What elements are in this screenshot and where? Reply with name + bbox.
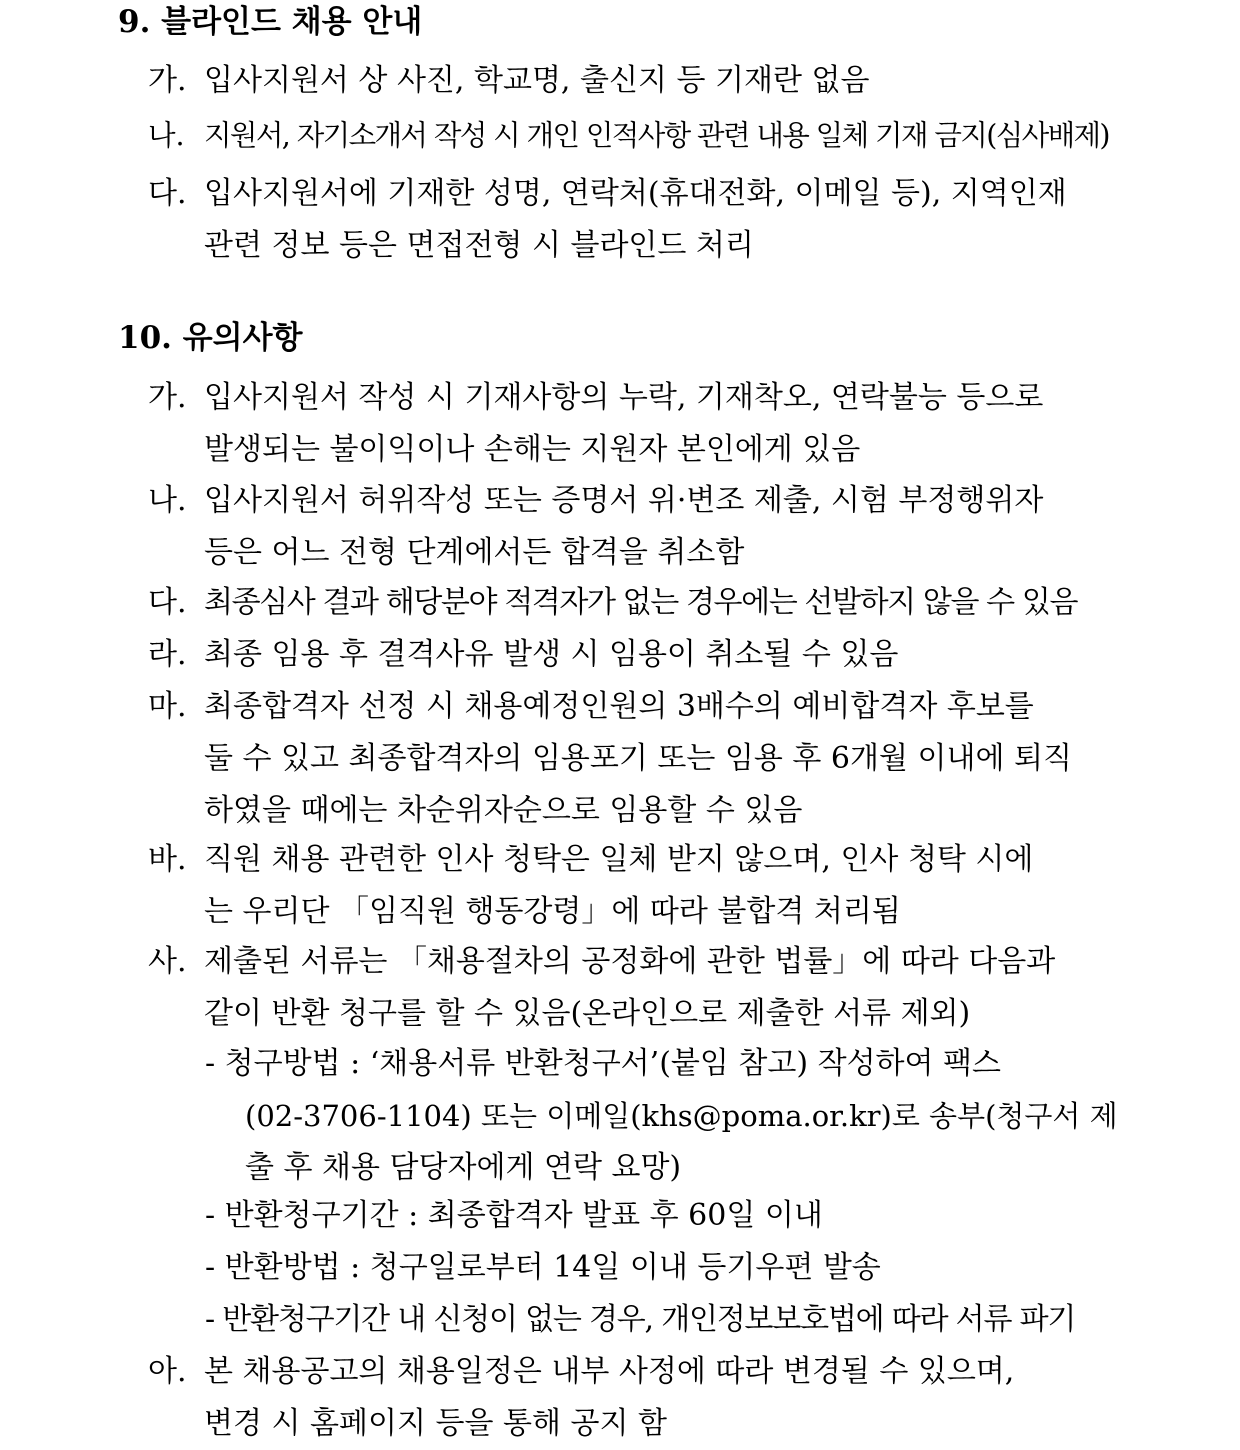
list-item (148, 577, 1120, 629)
list-item (148, 372, 1120, 476)
sub-item-text: - 청구방법 : ‘채용서류 반환청구서’(붙임 참고) 작성하여 팩스 (205, 1046, 1002, 1081)
item-text: 입사지원서 허위작성 또는 증명서 위·변조 제출, 시험 부정행위자 (204, 483, 1044, 518)
list-item (148, 55, 1120, 107)
sub-item-text: 출 후 채용 담당자에게 연락 요망) (245, 1150, 682, 1185)
item-text: 입사지원서 작성 시 기재사항의 누락, 기재착오, 연락불능 등으로 (204, 380, 1044, 415)
item-text: 제출된 서류는 「채용절차의 공정화에 관한 법률」에 따라 다음과 (204, 944, 1056, 979)
list-item (148, 168, 1120, 272)
item-text: 입사지원서 상 사진, 학교명, 출신지 등 기재란 없음 (204, 63, 870, 98)
item-marker: 라. (148, 637, 187, 672)
item-text: 최종심사 결과 해당분야 적격자가 없는 경우에는 선발하지 않을 수 있음 (204, 585, 1078, 620)
sub-item-text: - 반환방법 : 청구일로부터 14일 이내 등기우편 발송 (205, 1250, 881, 1285)
item-marker: 가. (148, 380, 187, 415)
list-item (148, 681, 1120, 837)
item-text: 는 우리단 「임직원 행동강령」에 따라 불합격 처리됨 (204, 894, 901, 929)
item-text: 하였을 때에는 차순위자순으로 임용할 수 있음 (204, 793, 803, 828)
list-item (148, 834, 1120, 938)
item-text: 등은 어느 전형 단계에서든 합격을 취소함 (204, 535, 745, 570)
item-text: 같이 반환 청구를 할 수 있음(온라인으로 제출한 서류 제외) (204, 996, 971, 1031)
item-marker: 나. (148, 483, 187, 518)
sub-item-text: (02-3706-1104) 또는 이메일(khs@poma.or.kr)로 송부(청구서 제 (245, 1099, 1118, 1133)
sub-item-text: - 반환청구기간 : 최종합격자 발표 후 60일 이내 (205, 1198, 823, 1233)
item-marker: 사. (148, 944, 187, 979)
item-text: 변경 시 홈페이지 등을 통해 공지 함 (204, 1406, 667, 1441)
list-item (148, 1346, 1120, 1450)
item-marker: 다. (148, 585, 187, 620)
item-text: 관련 정보 등은 면접전형 시 블라인드 처리 (204, 228, 754, 263)
item-marker: 아. (148, 1354, 187, 1389)
item-text: 최종 임용 후 결격사유 발생 시 임용이 취소될 수 있음 (204, 637, 899, 672)
item-marker: 마. (148, 689, 187, 724)
section-heading-notes: 10. 유의사항 (118, 320, 303, 356)
item-marker: 바. (148, 842, 187, 877)
item-marker: 가. (148, 63, 187, 98)
item-marker: 나. (148, 119, 185, 152)
list-item (148, 629, 1120, 681)
section-heading-blind-hiring: 9. 블라인드 채용 안내 (118, 4, 423, 40)
sub-list-item (205, 1242, 1120, 1294)
item-text: 지원서, 자기소개서 작성 시 개인 인적사항 관련 내용 일체 기재 금지(심사배제) (204, 119, 1109, 152)
sub-list-item (205, 1294, 1120, 1346)
item-text: 최종합격자 선정 시 채용예정인원의 3배수의 예비합격자 후보를 (204, 689, 1034, 724)
item-text: 발생되는 불이익이나 손해는 지원자 본인에게 있음 (204, 432, 861, 467)
sub-item-text: - 반환청구기간 내 신청이 없는 경우, 개인정보보호법에 따라 서류 파기 (205, 1302, 1076, 1337)
item-text: 입사지원서에 기재한 성명, 연락처(휴대전화, 이메일 등), 지역인재 (204, 176, 1067, 211)
list-item (148, 110, 1120, 162)
item-marker: 다. (148, 176, 187, 211)
item-text: 둘 수 있고 최종합격자의 임용포기 또는 임용 후 6개월 이내에 퇴직 (204, 741, 1072, 776)
item-text: 본 채용공고의 채용일정은 내부 사정에 따라 변경될 수 있으며, (204, 1354, 1015, 1389)
sub-list-item (205, 1190, 1120, 1242)
list-item (148, 475, 1120, 579)
item-text: 직원 채용 관련한 인사 청탁은 일체 받지 않으며, 인사 청탁 시에 (204, 842, 1034, 877)
list-item (148, 936, 1120, 1040)
sub-list-item (205, 1038, 1120, 1194)
